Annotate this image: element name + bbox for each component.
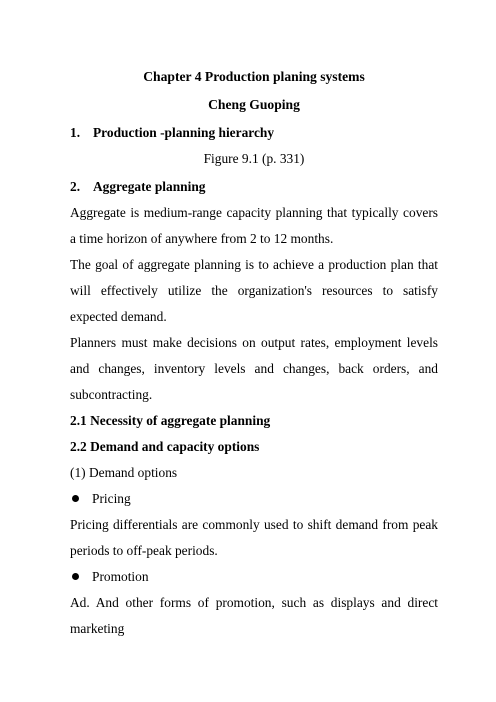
subsection-2-1-heading: 2.1 Necessity of aggregate planning	[70, 413, 271, 428]
bullet-item-pricing	[70, 486, 438, 512]
section-1-heading	[70, 120, 438, 146]
subsection-2-2-heading: 2.2 Demand and capacity options	[70, 439, 260, 454]
bullet-item-promotion	[70, 564, 438, 590]
bullet-label: Pricing	[92, 491, 131, 506]
paragraph-promotion: Ad. And other forms of promotion, such as displays and direct marketing	[70, 595, 438, 636]
paragraph-goal: The goal of aggregate planning is to achieve a production plan that will effectively utilize the organization's resources to satisfy expected demand.	[70, 257, 438, 324]
bullet-dot-icon	[72, 495, 79, 502]
section-2-title: Aggregate planning	[93, 179, 206, 194]
section-2-number: 2.	[70, 179, 81, 194]
bullet-label: Promotion	[92, 569, 149, 584]
section-1-title: Production -planning hierarchy	[93, 125, 275, 140]
figure-reference: Figure 9.1 (p. 331)	[203, 151, 305, 166]
document-author: Cheng Guoping	[208, 97, 300, 112]
paragraph-definition: Aggregate is medium-range capacity planning that typically covers a time horizon of anywhere from 2 to 12 months.	[70, 205, 438, 246]
paragraph-decisions: Planners must make decisions on output rates, employment levels and changes, inventory levels and changes, back orders, and subcontracting.	[70, 335, 438, 402]
demand-options-label: (1) Demand options	[70, 465, 178, 480]
section-1-number: 1.	[70, 125, 81, 140]
bullet-dot-icon	[72, 573, 79, 580]
document-title: Chapter 4 Production planing systems	[143, 69, 365, 84]
section-2-heading	[70, 174, 438, 200]
paragraph-pricing: Pricing differentials are commonly used to shift demand from peak periods to off-peak periods.	[70, 517, 438, 558]
